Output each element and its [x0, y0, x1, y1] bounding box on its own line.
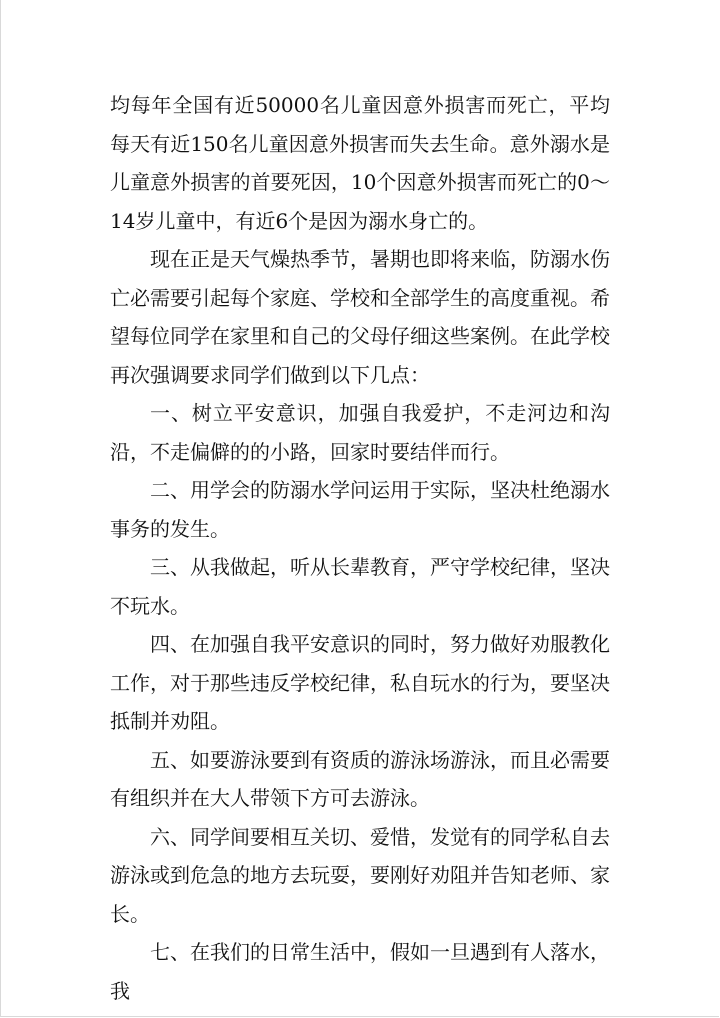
document-body	[110, 86, 610, 1010]
paragraph-3: 一、树立平安意识，加强自我爱护，不走河边和沟沿，不走偏僻的的小路，回家时要结伴而行。	[110, 401, 610, 464]
paragraph-1: 均每年全国有近50000名儿童因意外损害而死亡，平均每天有近150名儿童因意外损害而失去生命。意外溺水是儿童意外损害的首要死因，10个因意外损害而死亡的0～14岁儿童中，有近6个是因为溺水身亡的。	[110, 93, 610, 233]
paragraph-2: 现在正是天气燥热季节，暑期也即将来临，防溺水伤亡必需要引起每个家庭、学校和全部学生的高度重视。希望每位同学在家里和自己的父母仔细这些案例。在此学校再次强调要求同学们做到以下几点：	[110, 247, 610, 387]
paragraph-4: 二、用学会的防溺水学问运用于实际，坚决杜绝溺水事务的发生。	[110, 478, 610, 541]
paragraph-6: 四、在加强自我平安意识的同时，努力做好劝服教化工作，对于那些违反学校纪律，私自玩水的行为，要坚决抵制并劝阻。	[110, 632, 610, 733]
paragraph-7: 五、如要游泳要到有资质的游泳场游泳，而且必需要有组织并在大人带领下方可去游泳。	[110, 747, 610, 810]
paragraph-8: 六、同学间要相互关切、爱惜，发觉有的同学私自去游泳或到危急的地方去玩耍，要刚好劝阻并告知老师、家长。	[110, 824, 610, 926]
paragraph-9: 七、在我们的日常生活中，假如一旦遇到有人落水，我	[110, 940, 610, 1003]
paragraph-5: 三、从我做起，听从长辈教育，严守学校纪律，坚决不玩水。	[110, 555, 610, 618]
